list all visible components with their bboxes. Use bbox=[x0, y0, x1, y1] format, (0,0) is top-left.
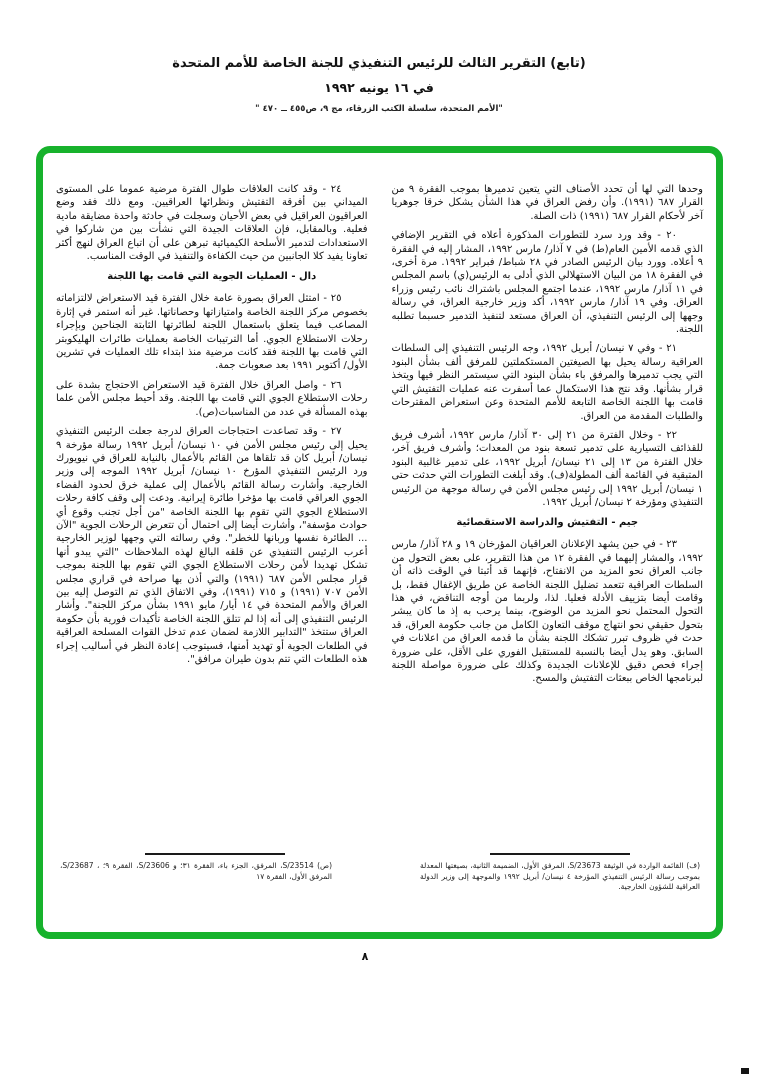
paragraph-continuation: وحدها التي لها أن تحدد الأصناف التي يتعين تدميرها بموجب الفقرة ٩ من القرار ٦٨٧ (١٩٩١). وأن رفض العراق في هذا الشأن يشكل خرقا جوهريا آخر لأحكام القرار ٦٨٧ (١٩٩١) ذات الصلة. bbox=[391, 184, 704, 222]
paragraph-22: ٢٢ - وخلال الفترة من ٢١ إلى ٣٠ آذار/ مارس ١٩٩٢، أشرف فريق للقذائف التسيارية على تدمير تسعة بنود من المعدات؛ وأشرف فريق آخر، خلال الفترة من ١٣ إلى ٢١ نيسان/ أبريل ١٩٩٢، على تدمير غالبية البنود المتبقية في القائمة ألف المطولة(ف). وقد أبلغت التطورات التي حدثت حتى ١ نيسان/ أبريل ١٩٩٢ إلى رئيس مجلس الأمن في رسالة موجهة من الرئيس التنفيذي ومؤرخة ٢ نيسان/ أبريل ١٩٩٢. bbox=[391, 429, 704, 508]
text-columns bbox=[43, 153, 716, 883]
paragraph-25: ٢٥ - امتثل العراق بصورة عامة خلال الفترة قيد الاستعراض لالتزاماته بخصوص مركز اللجنة الخاصة وامتيازاتها وحصاناتها. غير أنه استمر في إثارة المصاعب فيما يتعلق باستعمال اللجنة لطائرتها الثابتة الجناحين وبإجراء رحلات الاستطلاع الجوي. أما الترتيبات الخاصة بعمليات طائرات الهليكوبتر التي قامت بها اللجنة فقد كانت مرضية منذ ابتداء تلك العمليات في تشرين الأول/ أكتوبر ١٩٩١ بعد صعوبات جمة. bbox=[56, 293, 368, 372]
page-number: ٨ bbox=[361, 950, 369, 963]
footnote-divider-right bbox=[490, 853, 630, 855]
section-heading-jeem: جيم - التفتيش والدراسة الاستقصائية bbox=[456, 517, 639, 529]
report-date: في ١٦ يونيه ١٩٩٢ bbox=[324, 80, 434, 95]
paragraph-21: ٢١ - وفي ٧ نيسان/ أبريل ١٩٩٢، وجه الرئيس التنفيذي إلى السلطات العراقية رسالة يحيل بها الصيغتين المستكملتين للمرفق ألف بشأن البنود التي يجب تدميرها والمرفق باء بشأن البنود التي سيستمر النظر فيها ويتخذ قرار بشأنها. وقد نتج هذا الاستكمال عما أسفرت عنه عمليات التفتيش التي قامت بها اللجنة الخاصة التابعة للأمم المتحدة وعن استعراض المقترحات والطلبات المقدمة من العراق. bbox=[391, 343, 703, 422]
paragraph-20: ٢٠ - وقد ورد سرد للتطورات المذكورة أعلاه في التقرير الإضافي الذي قدمه الأمين العام(ط) في ٧ آذار/ مارس ١٩٩٢، المشار إليه في الفقرة ٩ أعلاه. وورد بيان الرئيس الصادر في ٢٨ شباط/ فبراير ١٩٩٢. مرة أخرى، في الفقرة ١٨ من البيان الاستهلالي الذي أدلى به الرئيس(ي) باسم المجلس في ١١ آذار/ مارس ١٩٩٢، عندما اجتمع المجلس باشتراك نائب رئيس وزراء العراق. وفي ١٩ آذار/ مارس ١٩٩٢، أكد وزير خارجية العراق، في رسالة وجهها إلى الرئيس التنفيذي، أن العراق مستعد لتنفيذ التدمير حسبما تطلبه اللجنة. bbox=[391, 230, 703, 336]
highlight-box bbox=[36, 146, 723, 939]
footnote-sad: (ص) S/23514، المرفق، الجزء باء، الفقرة ٣١؛ و S/23606، الفقرة ٩؛ ، S/23687، المرفق الأول، الفقرة ١٧ bbox=[60, 861, 332, 881]
source-citation: "الأمم المتحدة، سلسلة الكتب الزرقاء، مج ٩، ص٤٥٥ ــ ٤٧٠ " bbox=[255, 104, 503, 114]
paragraph-23: ٢٣ - في حين يشهد الإعلانان العراقيان المؤرخان ١٩ و ٢٨ آذار/ مارس ١٩٩٢، والمشار إليهما في الفقرة ١٢ من هذا التقرير، على بعض التحول من جانب العراق نحو المزيد من الانفتاح، فإنهما قد أثبتا في الوقت ذاته أن السلطات العراقية تتعمد تضليل اللجنة الخاصة عن طريق الإغفال فقط، بل وقامت أيضا بتزييف الأدلة فعليا. لذا، ولربما من أوجه التناقض، في هذا التحول المحتمل نحو المزيد من الوضوح، بينما يرحب به إذ ما كان يبشر بتحول حقيقي نحو انتهاج موقف التعاون الكامل من جانب حكومة العراق، قد حدث في ظروف تبرر تشكك اللجنة بشأن ما قدمه العراق من اعلانات في السابق. وهو يدل أيضا بالنسبة للمستقبل الفوري على الأقل، على ضرورة إجراء فحص دقيق للإعلانات الجديدة وكذلك على ضرورة مواصلة اللجنة لبرنامجها الخاص ببعثات التفتيش والمسح. bbox=[391, 539, 703, 685]
column-right bbox=[392, 183, 704, 883]
section-heading-dal: دال - العمليات الجوية التي قامت بها اللجنة bbox=[107, 271, 317, 283]
column-left bbox=[56, 183, 368, 883]
page-header bbox=[0, 56, 758, 114]
paragraph-26: ٢٦ - واصل العراق خلال الفترة قيد الاستعراض الاحتجاج بشدة على رحلات الاستطلاع الجوي التي قامت بها اللجنة. وقد أحيط مجلس الأمن علما بهذه المسألة في عدد من المناسبات(ص). bbox=[56, 379, 368, 418]
paragraph-27: ٢٧ - وقد تصاعدت احتجاجات العراق لدرجة جعلت الرئيس التنفيذي يحيل إلى رئيس مجلس الأمن في ١٠ نيسان/ أبريل ١٩٩٢ رسالة مؤرخة ٩ نيسان/ أبريل كان قد تلقاها من القائم بالأعمال بالنيابة للعراق في نيويورك ورد الرئيس التنفيذي المؤرخ ١٠ نيسان/ أبريل ١٩٩٢ الموجه إلى وزير الخارجية. وأشارت رسالة القائم بالأعمال إلى عملية خرق لحدود الفضاء الجوي العراقي قامت بها مؤخرا طائرة إيرانية. ودعت إلى وقف كافة رحلات الاستطلاع الجوي التي تقوم بها اللجنة الخاصة "من أجل تجنب وقوع أي حوادث مؤسفة"، وأشارت أيضا إلى احتمال أن تتعرض الرحلات الجوية "الآن ... الطائرة نفسها وربانها للخطر". وفي رسالته التي وجهها لوزير الخارجية أعرب الرئيس التنفيذي عن قلقه البالغ لهذه الملاحظات "التي يبدو أنها تشكل تهديدا لأمن رحلات الاستطلاع الجوي التي تقوم بها اللجنة بموجب قرار مجلس الأمن ٦٨٧ (١٩٩١) والتي أذن بها صراحة في قراري مجلس الأمن ٧٠٧ (١٩٩١) و ٧١٥ (١٩٩١)، وفي الاتفاق الذي تم التوصل إليه بين العراق والأمم المتحدة في ١٤ أيار/ مايو ١٩٩١ بشأن مركز اللجنة". وأشار الرئيس التنفيذي إلى أنه إذا لم تتلق اللجنة الخاصة تأكيدات فورية بأن حكومة العراق ستتخذ "التدابير اللازمة لضمان عدم تدخل القوات المسلحة العراقية في الطلعات الجوية أو تهديد أمنها، فسيتوجب إعادة النظر في أساليب إجراء هذه الطلعات التي تتم بدون طيران مرافق". bbox=[56, 426, 368, 665]
report-title: (تابع) التقرير الثالث للرئيس التنفيذي للجنة الخاصة للأمم المتحدة bbox=[172, 56, 586, 71]
paragraph-24: ٢٤ - وقد كانت العلاقات طوال الفترة مرضية عموما على المستوى الميداني بين أفرقة التفتيش ونظرائها العراقيين. ومع ذلك فقد وضع العراقيون العراقيل في بعض الأحيان وسجلت في حادثة واحدة مضايقة مادية فعلية. وبالمقابل، فإن العلاقات الجيدة التي نشأت بين من شاركوا في الاستعدادات لتدمير الأسلحة الكيميائية تبرهن على أن اتباع العراق لنهج أكثر تعاونا يفيد كلا الجانبين من حيث الكفاءة والتنفيذ في الوقت المناسب. bbox=[56, 184, 368, 263]
footnote-fa: (ف) القائمة الواردة في الوثيقة S/23673، المرفق الأول، الضميمة الثانية، بصيغتها المعدلة بموجب رسالة الرئيس التنفيذي المؤرخة ٤ نيسان/ أبريل ١٩٩٢ والموجهة إلى وزير الدولة العراقية للشؤون الخارجية. bbox=[420, 861, 700, 891]
footnote-divider-left bbox=[145, 853, 285, 855]
scan-artifact-mark bbox=[741, 1068, 749, 1074]
